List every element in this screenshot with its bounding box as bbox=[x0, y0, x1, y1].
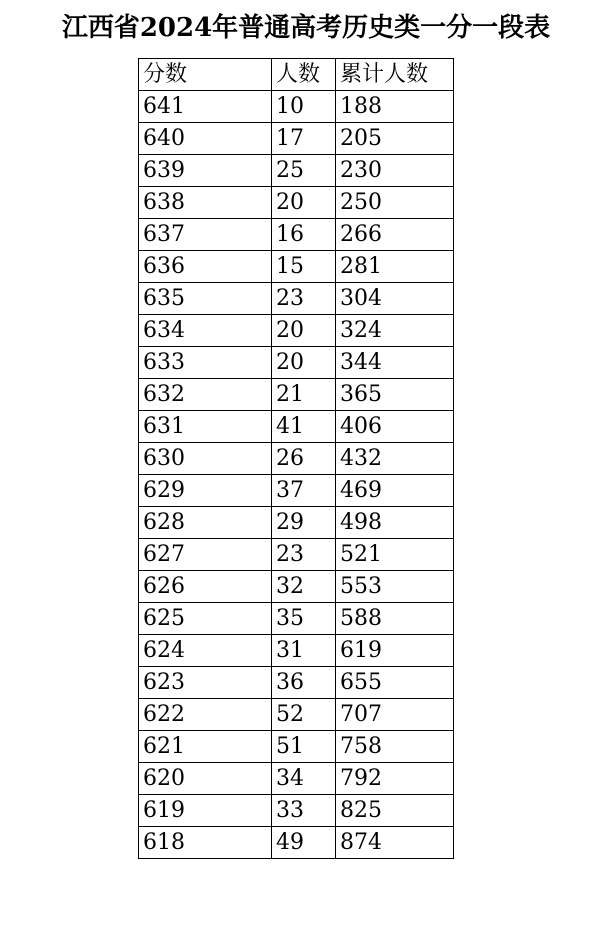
score-cell: 638 bbox=[139, 187, 272, 219]
count-cell: 15 bbox=[272, 251, 336, 283]
cumulative-count-cell: 588 bbox=[336, 603, 454, 635]
cumulative-count-cell: 792 bbox=[336, 763, 454, 795]
count-cell: 23 bbox=[272, 539, 336, 571]
score-cell: 631 bbox=[139, 411, 272, 443]
table-row bbox=[139, 187, 454, 219]
cumulative-count-cell: 825 bbox=[336, 795, 454, 827]
table-row bbox=[139, 443, 454, 475]
table-row bbox=[139, 155, 454, 187]
count-cell: 35 bbox=[272, 603, 336, 635]
score-cell: 628 bbox=[139, 507, 272, 539]
cumulative-count-cell: 655 bbox=[336, 667, 454, 699]
count-cell: 20 bbox=[272, 315, 336, 347]
table-row bbox=[139, 123, 454, 155]
table-row bbox=[139, 347, 454, 379]
cumulative-count-cell: 344 bbox=[336, 347, 454, 379]
page-title: 江西省2024年普通高考历史类一分一段表 bbox=[61, 13, 551, 43]
count-cell: 51 bbox=[272, 731, 336, 763]
score-cell: 635 bbox=[139, 283, 272, 315]
count-cell: 52 bbox=[272, 699, 336, 731]
cumulative-count-cell: 521 bbox=[336, 539, 454, 571]
table-row bbox=[139, 827, 454, 859]
table-body bbox=[139, 91, 454, 859]
cumulative-count-cell: 230 bbox=[336, 155, 454, 187]
column-header-score: 分数 bbox=[139, 59, 272, 91]
cumulative-count-cell: 406 bbox=[336, 411, 454, 443]
count-cell: 33 bbox=[272, 795, 336, 827]
score-distribution-table bbox=[138, 58, 454, 859]
score-cell: 620 bbox=[139, 763, 272, 795]
count-cell: 49 bbox=[272, 827, 336, 859]
score-cell: 639 bbox=[139, 155, 272, 187]
score-cell: 630 bbox=[139, 443, 272, 475]
count-cell: 36 bbox=[272, 667, 336, 699]
cumulative-count-cell: 707 bbox=[336, 699, 454, 731]
score-cell: 629 bbox=[139, 475, 272, 507]
table-row bbox=[139, 603, 454, 635]
score-cell: 636 bbox=[139, 251, 272, 283]
score-cell: 627 bbox=[139, 539, 272, 571]
cumulative-count-cell: 553 bbox=[336, 571, 454, 603]
score-cell: 619 bbox=[139, 795, 272, 827]
count-cell: 20 bbox=[272, 187, 336, 219]
score-cell: 621 bbox=[139, 731, 272, 763]
cumulative-count-cell: 324 bbox=[336, 315, 454, 347]
score-cell: 632 bbox=[139, 379, 272, 411]
count-cell: 26 bbox=[272, 443, 336, 475]
score-cell: 624 bbox=[139, 635, 272, 667]
cumulative-count-cell: 469 bbox=[336, 475, 454, 507]
column-header-count: 人数 bbox=[272, 59, 336, 91]
table-row bbox=[139, 411, 454, 443]
score-cell: 637 bbox=[139, 219, 272, 251]
table-row bbox=[139, 251, 454, 283]
count-cell: 20 bbox=[272, 347, 336, 379]
count-cell: 37 bbox=[272, 475, 336, 507]
table-row bbox=[139, 763, 454, 795]
cumulative-count-cell: 432 bbox=[336, 443, 454, 475]
cumulative-count-cell: 304 bbox=[336, 283, 454, 315]
score-cell: 625 bbox=[139, 603, 272, 635]
cumulative-count-cell: 281 bbox=[336, 251, 454, 283]
table-row bbox=[139, 571, 454, 603]
table-header-row bbox=[139, 59, 454, 91]
table-row bbox=[139, 699, 454, 731]
score-cell: 622 bbox=[139, 699, 272, 731]
count-cell: 16 bbox=[272, 219, 336, 251]
count-cell: 17 bbox=[272, 123, 336, 155]
table-row bbox=[139, 475, 454, 507]
table-row bbox=[139, 283, 454, 315]
table-row bbox=[139, 379, 454, 411]
count-cell: 34 bbox=[272, 763, 336, 795]
score-cell: 633 bbox=[139, 347, 272, 379]
table-row bbox=[139, 315, 454, 347]
score-cell: 640 bbox=[139, 123, 272, 155]
table-row bbox=[139, 795, 454, 827]
table-row bbox=[139, 539, 454, 571]
count-cell: 32 bbox=[272, 571, 336, 603]
table-row bbox=[139, 667, 454, 699]
cumulative-count-cell: 250 bbox=[336, 187, 454, 219]
cumulative-count-cell: 188 bbox=[336, 91, 454, 123]
cumulative-count-cell: 498 bbox=[336, 507, 454, 539]
count-cell: 10 bbox=[272, 91, 336, 123]
count-cell: 29 bbox=[272, 507, 336, 539]
table-row bbox=[139, 507, 454, 539]
table-row bbox=[139, 91, 454, 123]
cumulative-count-cell: 266 bbox=[336, 219, 454, 251]
score-cell: 618 bbox=[139, 827, 272, 859]
score-cell: 623 bbox=[139, 667, 272, 699]
table-row bbox=[139, 731, 454, 763]
cumulative-count-cell: 365 bbox=[336, 379, 454, 411]
count-cell: 23 bbox=[272, 283, 336, 315]
count-cell: 41 bbox=[272, 411, 336, 443]
score-cell: 641 bbox=[139, 91, 272, 123]
cumulative-count-cell: 874 bbox=[336, 827, 454, 859]
cumulative-count-cell: 758 bbox=[336, 731, 454, 763]
cumulative-count-cell: 205 bbox=[336, 123, 454, 155]
cumulative-count-cell: 619 bbox=[336, 635, 454, 667]
table-row bbox=[139, 219, 454, 251]
score-cell: 634 bbox=[139, 315, 272, 347]
count-cell: 25 bbox=[272, 155, 336, 187]
table-row bbox=[139, 635, 454, 667]
column-header-cumulative: 累计人数 bbox=[336, 59, 454, 91]
count-cell: 31 bbox=[272, 635, 336, 667]
score-cell: 626 bbox=[139, 571, 272, 603]
count-cell: 21 bbox=[272, 379, 336, 411]
